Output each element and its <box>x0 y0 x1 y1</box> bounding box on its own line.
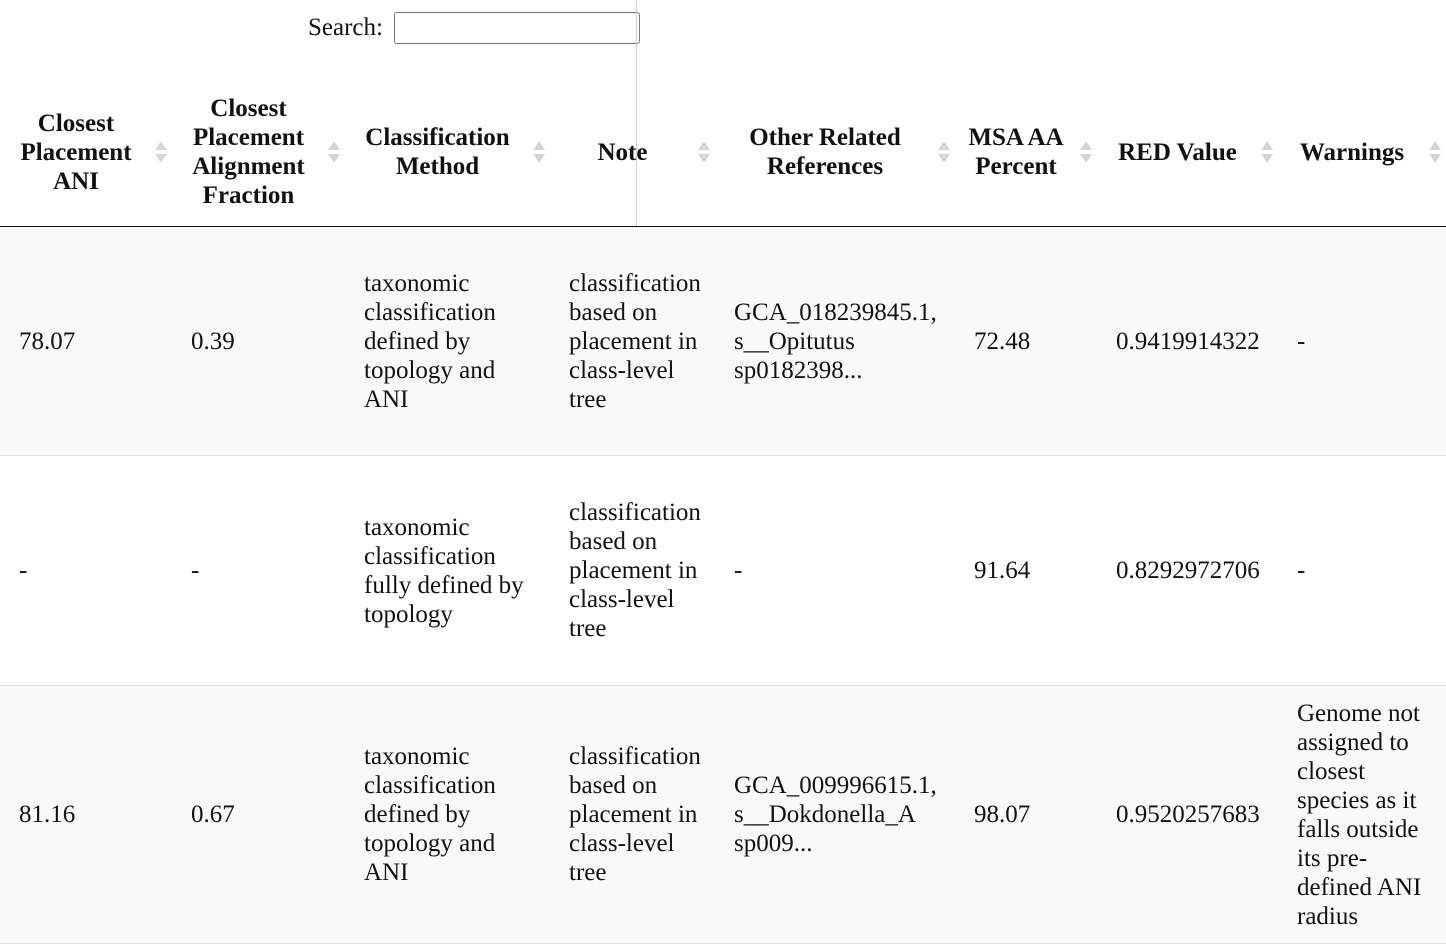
cell-note: classification based on placement in class-level tree <box>550 686 715 944</box>
table-row <box>0 456 1446 686</box>
column-header-classification-method[interactable] <box>345 78 550 227</box>
cell-red-value: 0.8292972706 <box>1097 456 1278 686</box>
cell-warnings: - <box>1278 227 1446 456</box>
column-header-other-related-references[interactable] <box>715 78 955 227</box>
cell-closest-placement-ani: - <box>0 456 172 686</box>
search-label: Search: <box>308 14 383 41</box>
sort-icon[interactable] <box>937 140 949 164</box>
column-header-red-value[interactable] <box>1097 78 1278 227</box>
cell-other-related-references: GCA_018239845.1, s__Opitutus sp0182398... <box>715 227 955 456</box>
column-header-label: Closest Placement ANI <box>20 109 132 195</box>
cell-red-value: 0.9520257683 <box>1097 686 1278 944</box>
table-row <box>0 227 1446 456</box>
column-header-label: Closest Placement Alignment Fraction <box>192 95 305 209</box>
cell-classification-method: taxonomic classification fully defined by topology <box>345 456 550 686</box>
column-header-label: Classification Method <box>365 124 510 180</box>
cell-msa-aa-percent: 91.64 <box>955 456 1097 686</box>
sort-icon[interactable] <box>532 140 544 164</box>
cell-note: classification based on placement in class-level tree <box>550 227 715 456</box>
column-header-closest-placement-ani[interactable] <box>0 78 172 227</box>
cell-warnings: Genome not assigned to closest species as it falls outside its pre-defined ANI radius <box>1278 686 1446 944</box>
sort-icon[interactable] <box>697 140 709 164</box>
table-row <box>0 686 1446 944</box>
column-header-label: MSA AA Percent <box>968 124 1064 180</box>
column-header-note[interactable] <box>550 78 715 227</box>
results-table <box>0 78 1446 944</box>
column-header-label: Other Related References <box>749 124 901 180</box>
cell-msa-aa-percent: 72.48 <box>955 227 1097 456</box>
cell-classification-method: taxonomic classification defined by topology and ANI <box>345 686 550 944</box>
sort-icon[interactable] <box>1079 140 1091 164</box>
cell-warnings: - <box>1278 456 1446 686</box>
header-row <box>0 78 1446 227</box>
column-header-warnings[interactable] <box>1278 78 1446 227</box>
cell-red-value: 0.9419914322 <box>1097 227 1278 456</box>
search-bar <box>308 10 640 46</box>
column-header-label: RED Value <box>1118 138 1237 166</box>
search-input[interactable] <box>394 12 640 44</box>
sort-icon[interactable] <box>154 140 166 164</box>
cell-closest-placement-ani: 81.16 <box>0 686 172 944</box>
cell-closest-placement-af: 0.39 <box>172 227 345 456</box>
sort-icon[interactable] <box>327 140 339 164</box>
cell-msa-aa-percent: 98.07 <box>955 686 1097 944</box>
cell-closest-placement-af: - <box>172 456 345 686</box>
cell-note: classification based on placement in class-level tree <box>550 456 715 686</box>
cell-closest-placement-af: 0.67 <box>172 686 345 944</box>
column-header-msa-aa-percent[interactable] <box>955 78 1097 227</box>
sort-icon[interactable] <box>1260 140 1272 164</box>
column-header-label: Note <box>597 138 648 166</box>
cell-classification-method: taxonomic classification defined by topology and ANI <box>345 227 550 456</box>
column-header-label: Warnings <box>1299 138 1405 166</box>
column-header-closest-placement-af[interactable] <box>172 78 345 227</box>
sort-icon[interactable] <box>1428 140 1440 164</box>
cell-other-related-references: - <box>715 456 955 686</box>
cell-other-related-references: GCA_009996615.1, s__Dokdonella_A sp009... <box>715 686 955 944</box>
cell-closest-placement-ani: 78.07 <box>0 227 172 456</box>
